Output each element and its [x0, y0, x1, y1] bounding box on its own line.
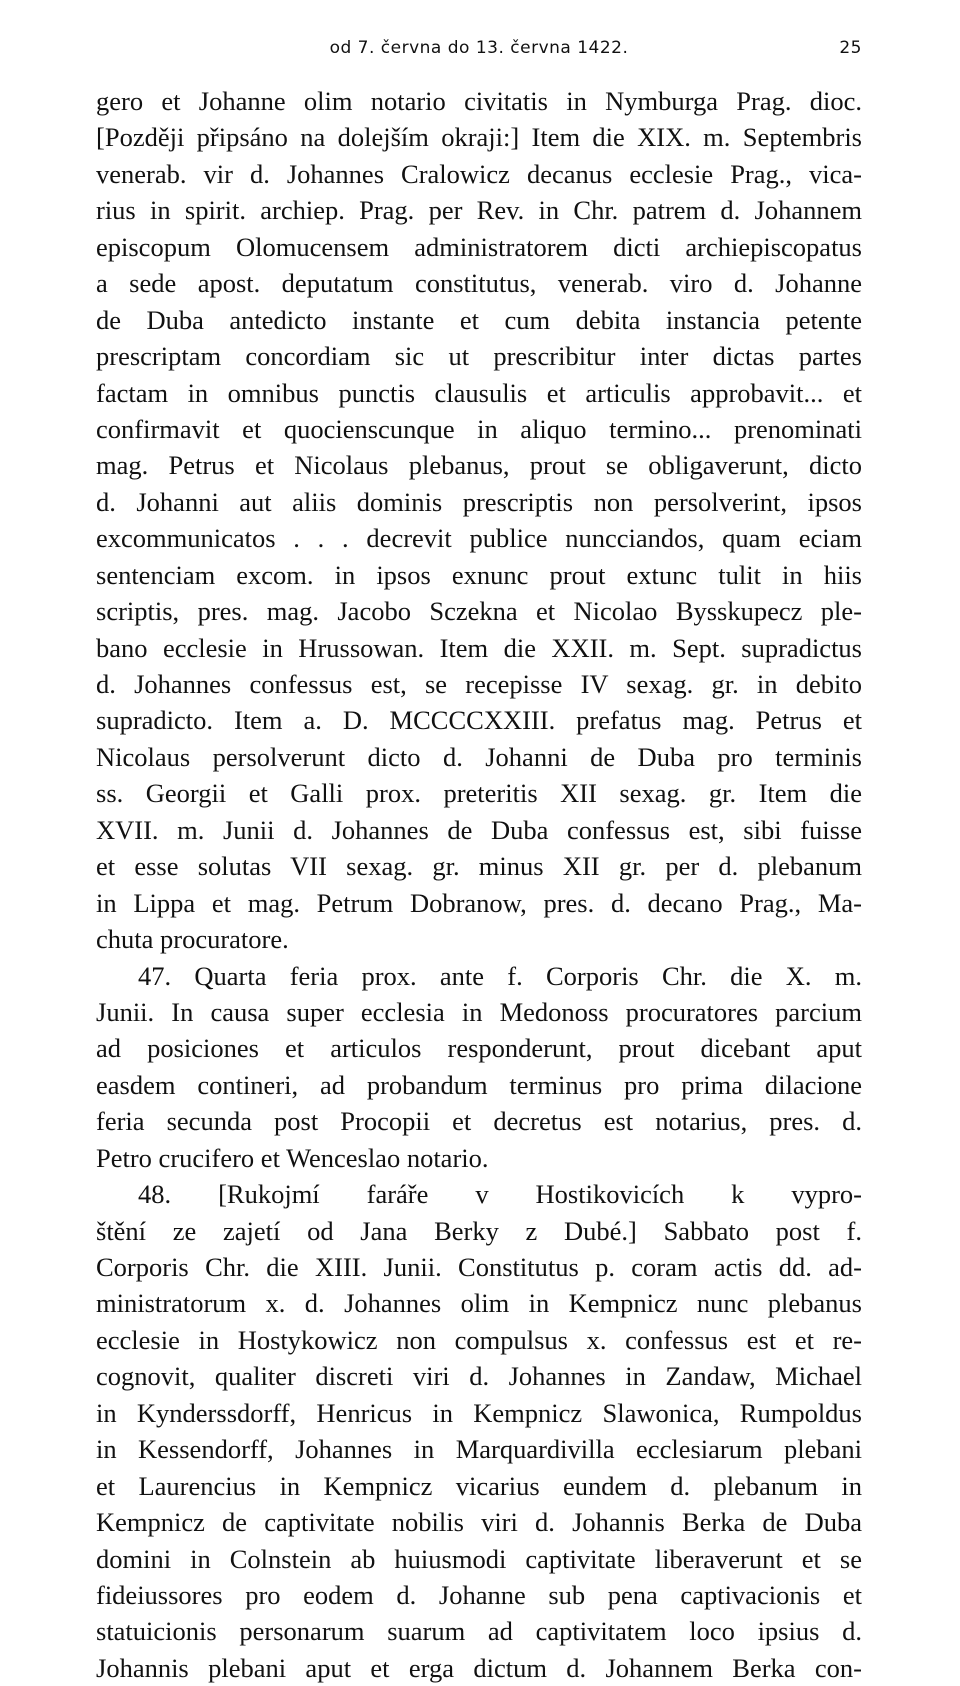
text-line: ecclesie in Hostykowicz non compulsus x. confessus est et re- [96, 1324, 862, 1355]
paragraph-end-line: Petro crucifero et Wenceslao notario. [96, 1142, 489, 1173]
text-line: Nicolaus persolverunt dicto d. Johanni de Duba pro terminis [96, 741, 862, 772]
text-line: venerab. vir d. Johannes Cralowicz decanus ecclesie Prag., vica- [96, 158, 862, 189]
text-line: fideiussores pro eodem d. Johanne sub pena captivacionis et [96, 1579, 862, 1610]
text-line: štění ze zajetí od Jana Berky z Dubé.] Sabbato post f. [96, 1215, 862, 1246]
text-line: excommunicatos . . . decrevit publice nuncciandos, quam eciam [96, 523, 862, 554]
text-line: in Kessendorff, Johannes in Marquardivilla ecclesiarum plebani [96, 1434, 862, 1465]
text-line: mag. Petrus et Nicolaus plebanus, prout se obligaverunt, dicto [96, 450, 862, 481]
text-line: sentenciam excom. in ipsos exnunc prout extunc tulit in hiis [96, 559, 862, 590]
text-line: confirmavit et quocienscunque in aliquo termino... prenominati [96, 413, 862, 444]
text-line: [Později připsáno na dolejším okraji:] Item die XIX. m. Septembris [96, 122, 862, 153]
text-line: d. Johanni aut aliis dominis prescriptis non persolverint, ipsos [96, 486, 862, 517]
text-line: bano ecclesie in Hrussowan. Item die XXII. m. Sept. supradictus [96, 632, 862, 663]
text-line: et esse solutas VII sexag. gr. minus XII gr. per d. plebanum [96, 851, 862, 882]
text-line: ministratorum x. d. Johannes olim in Kempnicz nunc plebanus [96, 1288, 862, 1319]
text-line: ad posiciones et articulos responderunt, prout dicebant aput [96, 1033, 862, 1064]
text-line: supradicto. Item a. D. MCCCCXXIII. prefatus mag. Petrus et [96, 705, 862, 736]
text-line: in Lippa et mag. Petrum Dobranow, pres. d. decano Prag., Ma- [96, 887, 862, 918]
text-line: cognovit, qualiter discreti viri d. Johannes in Zandaw, Michael [96, 1361, 862, 1392]
text-line: Corporis Chr. die XIII. Junii. Constitutus p. coram actis dd. ad- [96, 1252, 862, 1282]
paragraph-end-line: chuta procuratore. [96, 924, 289, 955]
text-line: Kempnicz de captivitate nobilis viri d. Johannis Berka de Duba [96, 1507, 862, 1538]
text-line: d. Johannes confessus est, se recepisse IV sexag. gr. in debito [96, 669, 862, 699]
page-number: 25 [839, 38, 862, 58]
text-line: a sede apost. deputatum constitutus, venerab. viro d. Johanne [96, 268, 862, 299]
running-head [96, 34, 862, 64]
text-line: easdem contineri, ad probandum terminus pro prima dilacione [96, 1069, 862, 1100]
text-line: Junii. In causa super ecclesia in Medonoss procuratores parcium [96, 996, 862, 1027]
paragraph-start-line-48: 48. [Rukojmí faráře v Hostikovicích k vypro- [138, 1179, 862, 1210]
text-line: et Laurencius in Kempnicz vicarius eundem d. plebanum in [96, 1470, 862, 1501]
text-line: de Duba antedicto instante et cum debita instancia petente [96, 304, 862, 335]
running-title: od 7. června do 13. června 1422. [329, 38, 629, 58]
text-line: domini in Colnstein ab huiusmodi captivitate liberaverunt et se [96, 1543, 862, 1574]
text-line: feria secunda post Procopii et decretus est notarius, pres. d. [96, 1106, 862, 1137]
text-line: prescriptam concordiam sic ut prescribitur inter dictas partes [96, 341, 862, 372]
text-line: gero et Johanne olim notario civitatis in Nymburga Prag. dioc. [96, 86, 862, 116]
text-line: factam in omnibus punctis clausulis et articulis approbavit... et [96, 377, 862, 408]
text-line: episcopum Olomucensem administratorem dicti archiepiscopatus [96, 231, 862, 262]
text-line: XVII. m. Junii d. Johannes de Duba confessus est, sibi fuisse [96, 814, 862, 845]
text-line: scriptis, pres. mag. Jacobo Sczekna et Nicolao Bysskupecz ple- [96, 596, 862, 627]
text-line: in Kynderssdorff, Henricus in Kempnicz Slawonica, Rumpoldus [96, 1397, 862, 1428]
body-text [96, 83, 862, 1686]
text-line: ss. Georgii et Galli prox. preteritis XII sexag. gr. Item die [96, 778, 862, 809]
text-line: rius in spirit. archiep. Prag. per Rev. in Chr. patrem d. Johannem [96, 195, 862, 226]
text-line: statuicionis personarum suarum ad captivitatem loco ipsius d. [96, 1616, 862, 1647]
paragraph-start-line-47: 47. Quarta feria prox. ante f. Corporis Chr. die X. m. [138, 960, 862, 991]
text-line: Johannis plebani aput et erga dictum d. Johannem Berka con- [96, 1652, 862, 1683]
